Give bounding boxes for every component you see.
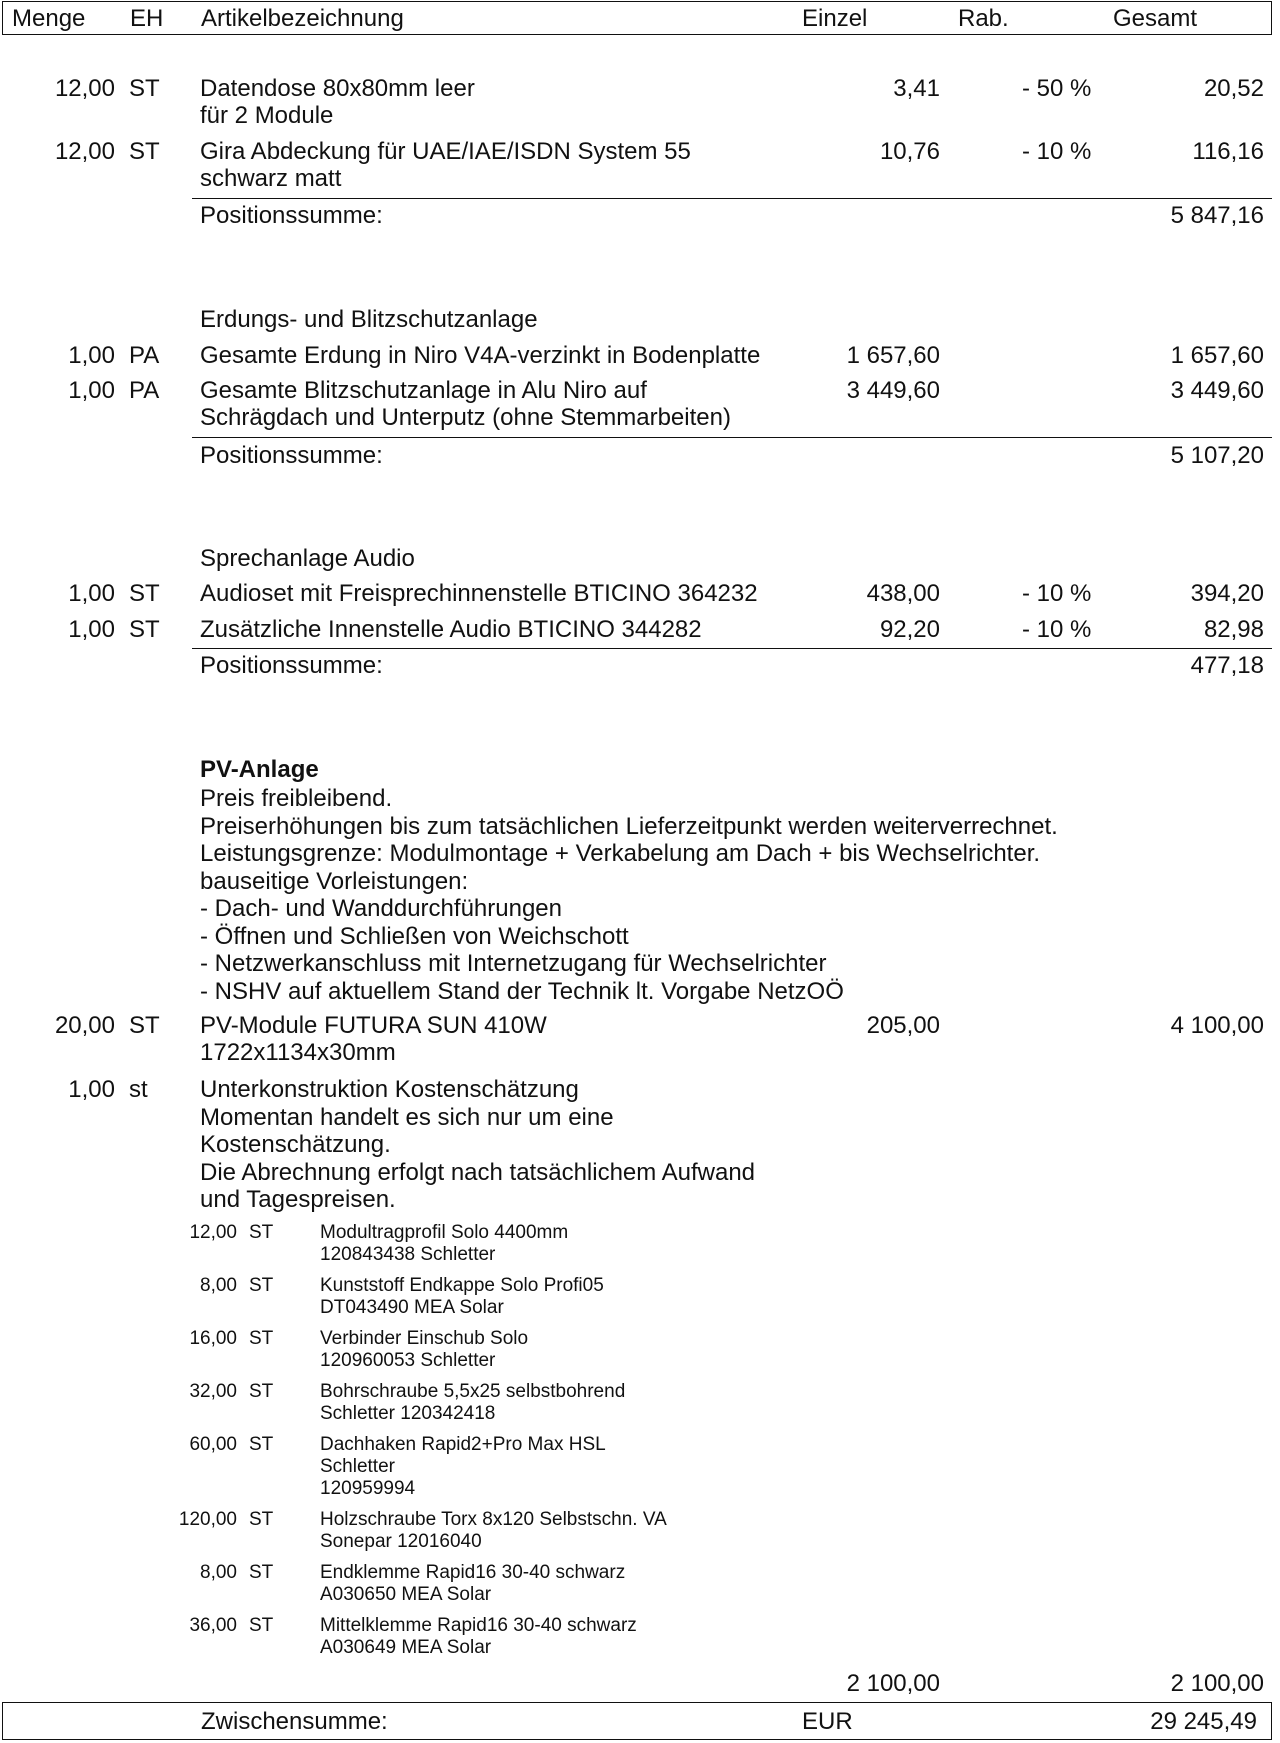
sub-item-desc-line: Kunststoff Endkappe Solo Profi05 <box>320 1275 604 1296</box>
row-desc-line: schwarz matt <box>200 165 342 192</box>
subtotal-currency: EUR <box>802 1708 853 1735</box>
subtotal-value: 29 245,49 <box>1150 1708 1257 1735</box>
row-price: 10,76 <box>879 138 940 165</box>
row-desc-line: Zusätzliche Innenstelle Audio BTICINO 344282 <box>200 616 702 643</box>
row-qty: 1,00 <box>68 377 115 404</box>
sub-item-qty: 36,00 <box>189 1615 237 1636</box>
row-desc-line: für 2 Module <box>200 102 334 129</box>
row-desc-line: Gesamte Blitzschutzanlage in Alu Niro auf <box>200 377 647 404</box>
note-line: Preis freibleibend. <box>200 785 393 812</box>
sub-item-unit: ST <box>249 1222 274 1243</box>
row-price: 92,20 <box>879 616 940 643</box>
position-sum-label: Positionssumme: <box>200 442 383 469</box>
header-rab: Rab. <box>958 5 1009 32</box>
sub-item-qty: 8,00 <box>200 1275 237 1296</box>
row-unit: ST <box>129 138 160 165</box>
note-line: bauseitige Vorleistungen: <box>200 867 469 895</box>
row-desc-line: Die Abrechnung erfolgt nach tatsächlichem Aufwand <box>200 1158 756 1186</box>
uk-price: 2 100,00 <box>846 1670 940 1697</box>
sub-item-desc-line: Dachhaken Rapid2+Pro Max HSL <box>320 1434 606 1455</box>
sub-item-desc-line: Modultragprofil Solo 4400mm <box>320 1222 569 1243</box>
header-eh: EH <box>130 5 164 32</box>
section-title: PV-Anlage <box>200 756 319 783</box>
sub-item-desc-line: Sonepar 12016040 <box>320 1531 482 1552</box>
row-desc <box>200 1012 900 1066</box>
row-rab: - 10 % <box>1022 138 1092 165</box>
row-price: 205,00 <box>866 1012 940 1039</box>
header-gesamt: Gesamt <box>1113 5 1198 32</box>
row-desc <box>200 616 900 643</box>
section-title: Sprechanlage Audio <box>200 545 415 572</box>
sub-item-desc <box>320 1615 637 1659</box>
sub-item-desc-line: Schletter <box>320 1456 395 1477</box>
sub-item-unit: ST <box>249 1562 274 1583</box>
row-total: 82,98 <box>1203 616 1264 643</box>
sub-item-desc-line: 120843438 Schletter <box>320 1244 496 1265</box>
sub-item-qty: 16,00 <box>189 1328 237 1349</box>
row-desc <box>200 138 900 192</box>
row-qty: 1,00 <box>68 616 115 643</box>
sub-item-desc-line: Holzschraube Torx 8x120 Selbstschn. VA <box>320 1509 667 1530</box>
row-total: 1 657,60 <box>1170 342 1264 369</box>
sub-item-unit: ST <box>249 1381 274 1402</box>
sub-item-desc <box>320 1562 625 1606</box>
header-menge: Menge <box>12 5 86 32</box>
sub-item-desc <box>320 1381 625 1425</box>
row-desc-line: Gira Abdeckung für UAE/IAE/ISDN System 55 <box>200 138 691 165</box>
sub-item-desc-line: Schletter 120342418 <box>320 1403 496 1424</box>
row-unit: ST <box>129 1012 160 1039</box>
row-desc <box>200 580 900 607</box>
sub-item-desc <box>320 1275 604 1319</box>
note-line: Leistungsgrenze: Modulmontage + Verkabelung am Dach + bis Wechselrichter. <box>200 840 1041 867</box>
sub-item-desc-line: 120960053 Schletter <box>320 1350 496 1371</box>
sub-item-desc <box>320 1509 667 1553</box>
row-price: 1 657,60 <box>846 342 940 369</box>
row-desc <box>200 1076 900 1214</box>
sub-item-desc-line: 120959994 <box>320 1478 416 1499</box>
row-desc-line: Gesamte Erdung in Niro V4A-verzinkt in Bodenplatte <box>200 342 761 369</box>
divider <box>192 648 1272 649</box>
sub-item-qty: 32,00 <box>189 1381 237 1402</box>
sub-item-unit: ST <box>249 1509 274 1530</box>
row-price: 3,41 <box>893 75 940 102</box>
divider <box>192 198 1272 199</box>
row-price: 3 449,60 <box>846 377 940 404</box>
row-total: 116,16 <box>1192 138 1264 165</box>
uk-total: 2 100,00 <box>1170 1670 1264 1697</box>
subtotal-bar <box>2 1702 1272 1740</box>
sub-item-desc-line: DT043490 MEA Solar <box>320 1297 504 1318</box>
sub-item-qty: 60,00 <box>189 1434 237 1455</box>
row-desc-line: Datendose 80x80mm leer <box>200 75 475 102</box>
sub-item-desc-line: Verbinder Einschub Solo <box>320 1328 529 1349</box>
row-desc-line: 1722x1134x30mm <box>200 1039 396 1066</box>
row-desc-line: Momentan handelt es sich nur um eine <box>200 1103 614 1131</box>
row-total: 3 449,60 <box>1170 377 1264 404</box>
sub-item-qty: 120,00 <box>178 1509 237 1530</box>
row-rab: - 50 % <box>1022 75 1092 102</box>
row-desc <box>200 377 900 431</box>
row-unit: ST <box>129 75 160 102</box>
sub-item-desc-line: Endklemme Rapid16 30-40 schwarz <box>320 1562 626 1583</box>
row-desc-line: und Tagespreisen. <box>200 1186 396 1213</box>
row-desc-line: Schrägdach und Unterputz (ohne Stemmarbeiten) <box>200 404 731 431</box>
sub-item-desc <box>320 1328 528 1372</box>
sub-item-desc-line: A030649 MEA Solar <box>320 1637 492 1658</box>
note-line: - Netzwerkanschluss mit Internetzugang für Wechselrichter <box>200 950 827 977</box>
subtotal-label: Zwischensumme: <box>201 1708 388 1735</box>
sub-item-unit: ST <box>249 1328 274 1349</box>
position-sum-total: 477,18 <box>1190 652 1264 679</box>
sub-item-desc-line: Bohrschraube 5,5x25 selbstbohrend <box>320 1381 626 1402</box>
sub-item-qty: 8,00 <box>200 1562 237 1583</box>
note-line: - NSHV auf aktuellem Stand der Technik lt. Vorgabe NetzOÖ <box>200 977 844 1005</box>
table-header <box>2 1 1272 35</box>
row-total: 4 100,00 <box>1170 1012 1264 1039</box>
sub-item-desc <box>320 1222 568 1266</box>
header-artikel: Artikelbezeichnung <box>201 5 404 32</box>
row-desc-line: Kostenschätzung. <box>200 1131 391 1158</box>
sub-item-unit: ST <box>249 1275 274 1296</box>
position-sum-label: Positionssumme: <box>200 202 383 229</box>
row-qty: 12,00 <box>54 75 115 102</box>
row-qty: 1,00 <box>68 1076 115 1103</box>
row-desc-line: Unterkonstruktion Kostenschätzung <box>200 1076 579 1103</box>
divider <box>192 437 1272 438</box>
sub-item-desc-line: A030650 MEA Solar <box>320 1584 492 1605</box>
note-line: - Öffnen und Schließen von Weichschott <box>200 922 629 950</box>
row-desc <box>200 342 900 369</box>
row-price: 438,00 <box>866 580 940 607</box>
row-total: 20,52 <box>1203 75 1264 102</box>
position-sum-total: 5 107,20 <box>1170 442 1264 469</box>
row-total: 394,20 <box>1190 580 1264 607</box>
row-qty: 1,00 <box>68 580 115 607</box>
row-unit: PA <box>129 342 160 369</box>
row-qty: 1,00 <box>68 342 115 369</box>
row-unit: ST <box>129 580 160 607</box>
header-einzel: Einzel <box>802 5 868 32</box>
position-sum-label: Positionssumme: <box>200 652 383 679</box>
sub-item-unit: ST <box>249 1615 274 1636</box>
row-unit: PA <box>129 377 160 404</box>
row-desc-line: Audioset mit Freisprechinnenstelle BTICINO 364232 <box>200 580 758 607</box>
sub-item-desc <box>320 1434 606 1500</box>
section-title: Erdungs- und Blitzschutzanlage <box>200 306 538 333</box>
row-desc <box>200 75 900 129</box>
note-line: - Dach- und Wanddurchführungen <box>200 895 562 922</box>
row-unit: st <box>129 1076 148 1103</box>
row-rab: - 10 % <box>1022 580 1092 607</box>
row-qty: 12,00 <box>54 138 115 165</box>
pv-notes <box>200 785 1058 1005</box>
row-rab: - 10 % <box>1022 616 1092 643</box>
position-sum-total: 5 847,16 <box>1170 202 1264 229</box>
sub-item-desc-line: Mittelklemme Rapid16 30-40 schwarz <box>320 1615 637 1636</box>
note-line: Preiserhöhungen bis zum tatsächlichen Lieferzeitpunkt werden weiterverrechnet. <box>200 812 1058 840</box>
row-qty: 20,00 <box>54 1012 115 1039</box>
sub-item-qty: 12,00 <box>189 1222 237 1243</box>
sub-item-unit: ST <box>249 1434 274 1455</box>
row-desc-line: PV-Module FUTURA SUN 410W <box>200 1012 547 1039</box>
row-unit: ST <box>129 616 160 643</box>
